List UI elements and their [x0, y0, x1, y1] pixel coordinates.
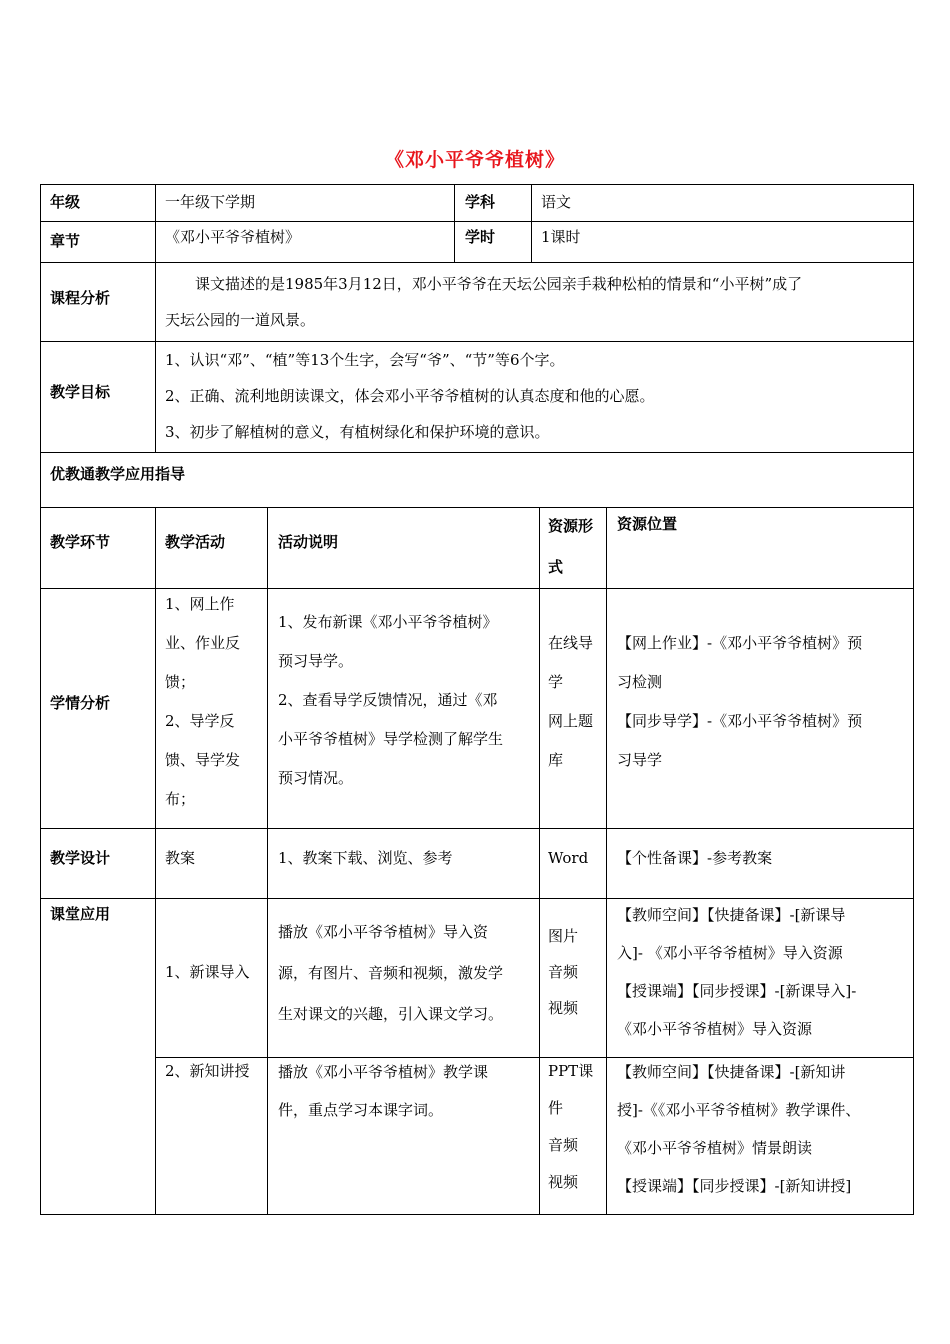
location-xueqing: 【网上作业】-《邓小平爷爷植树》预 习检测 【同步导学】-《邓小平爷爷植树》预 习导学	[617, 634, 863, 769]
analysis-text: 课文描述的是1985年3月12日，邓小平爷爷在天坛公园亲手栽种松柏的情景和“小平树”成了 天坛公园的一道风景。	[165, 275, 803, 329]
form-xinzhi: PPT课 件 音频 视频	[548, 1062, 594, 1191]
goals-list	[165, 342, 655, 450]
hours-label: 学时	[465, 228, 496, 246]
goal-item: 3、初步了解植树的意义，有植树绿化和保护环境的意识。	[165, 423, 550, 441]
header-activity: 教学活动	[165, 533, 226, 551]
stage-xueqing: 学情分析	[50, 694, 111, 712]
activity-sheji: 教案	[165, 849, 196, 867]
subject-label: 学科	[465, 193, 496, 211]
grade-value: 一年级下学期	[165, 193, 256, 211]
form-xinke: 图片 音频 视频	[548, 927, 579, 1017]
chapter-value: 《邓小平爷爷植树》	[165, 228, 301, 246]
header-stage: 教学环节	[50, 533, 111, 551]
goal-item: 1、认识“邓”、“植”等13个生字，会写“爷”、“节”等6个字。	[165, 351, 565, 369]
activity-xinke: 1、新课导入	[165, 963, 250, 981]
location-xinke: 【教师空间】【快捷备课】-[新课导 入]- 《邓小平爷爷植树》导入资源 【授课端】【同步授课】-[新课导入]- 《邓小平爷爷植树》导入资源	[617, 906, 857, 1038]
page-title: 《邓小平爷爷植树》	[384, 149, 565, 171]
desc-xueqing: 1、发布新课《邓小平爷爷植树》 预习导学。 2、查看导学反馈情况，通过《邓 小平爷爷植树》导学检测了解学生 预习情况。	[278, 613, 504, 787]
stage-sheji: 教学设计	[50, 849, 111, 867]
hours-value: 1课时	[541, 228, 581, 246]
goal-item: 2、正确、流利地朗读课文，体会邓小平爷爷植树的认真态度和他的心愿。	[165, 387, 655, 405]
header-location: 资源位置	[617, 515, 678, 533]
desc-sheji: 1、教案下载、浏览、参考	[278, 849, 453, 867]
header-desc: 活动说明	[278, 533, 339, 551]
stage-ketang: 课堂应用	[50, 905, 111, 923]
desc-xinzhi: 播放《邓小平爷爷植树》教学课 件，重点学习本课字词。	[278, 1063, 489, 1119]
goals-label: 教学目标	[50, 383, 111, 401]
subject-value: 语文	[541, 193, 572, 211]
analysis-label: 课程分析	[50, 289, 111, 307]
location-xinzhi: 【教师空间】【快捷备课】-[新知讲 授]-《《邓小平爷爷植树》教学课件、 《邓小平爷爷植树》情景朗读 【授课端】【同步授课】-[新知讲授]	[617, 1063, 861, 1195]
activity-xinzhi: 2、新知讲授	[165, 1062, 250, 1080]
location-sheji: 【个性备课】-参考教案	[617, 849, 773, 867]
form-sheji: Word	[548, 849, 589, 867]
activity-xueqing: 1、网上作 业、作业反 馈； 2、导学反 馈、导学发 布；	[165, 595, 241, 808]
chapter-label: 章节	[50, 232, 81, 250]
desc-xinke: 播放《邓小平爷爷植树》导入资 源，有图片、音频和视频，激发学 生对课文的兴趣，引入课文学习。	[278, 923, 504, 1023]
header-form: 资源形 式	[548, 517, 594, 576]
form-xueqing: 在线导 学 网上题 库	[548, 634, 594, 769]
grade-label: 年级	[50, 193, 81, 211]
guide-title: 优教通教学应用指导	[50, 465, 186, 483]
